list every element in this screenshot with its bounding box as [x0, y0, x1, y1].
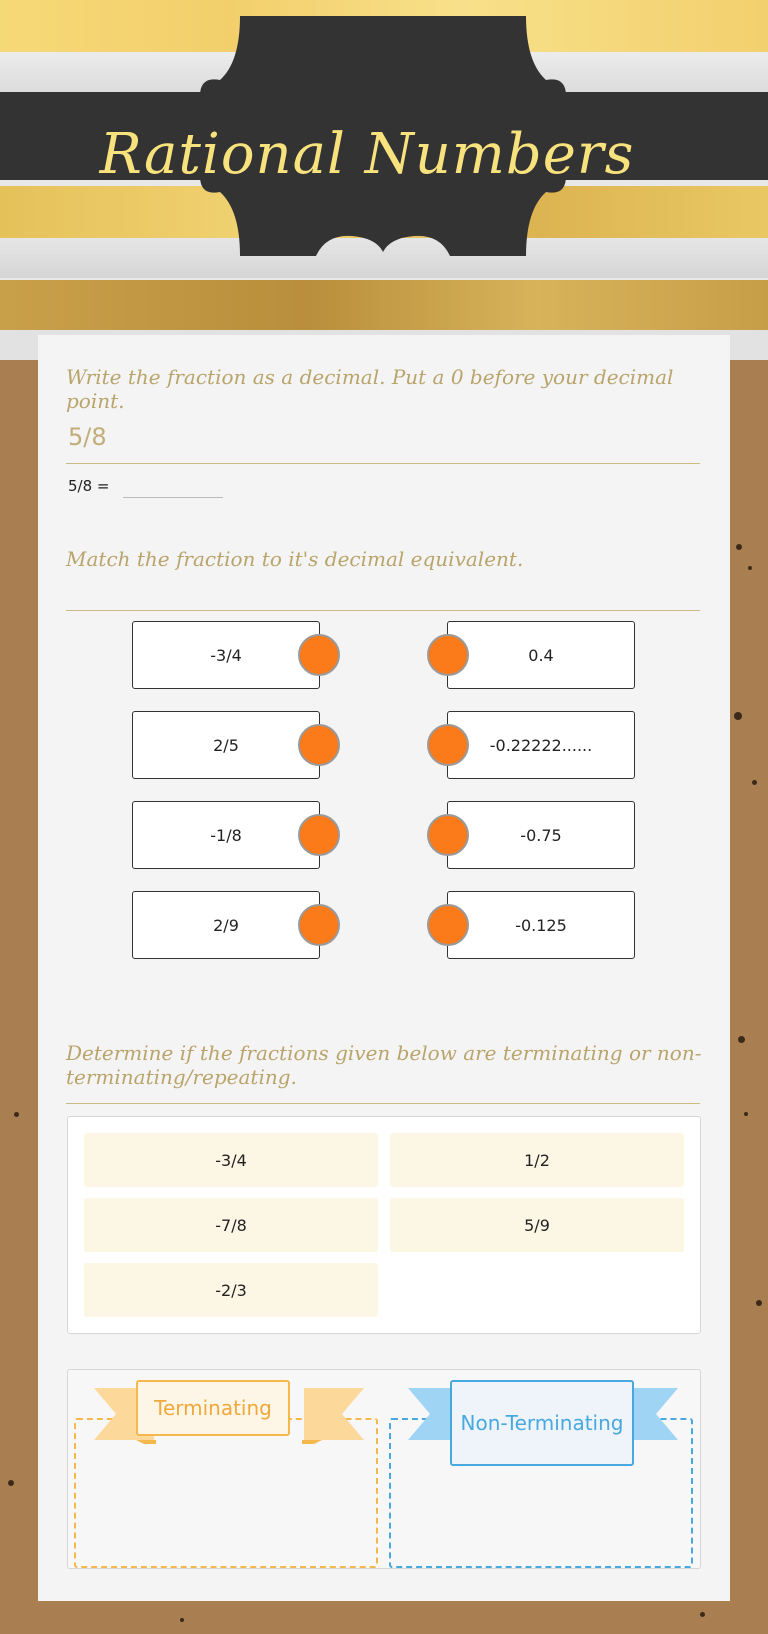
match-right-item[interactable] [447, 711, 635, 779]
q1-divider [66, 463, 700, 464]
classify-item[interactable]: -7/8 [84, 1198, 378, 1252]
match-left-item[interactable] [132, 711, 320, 779]
q1-prompt: 5/8 = [68, 477, 110, 495]
classify-item[interactable]: 5/9 [390, 1198, 684, 1252]
classify-item[interactable]: -3/4 [84, 1133, 378, 1187]
match-connector-dot[interactable] [427, 814, 469, 856]
classify-item[interactable]: -2/3 [84, 1263, 378, 1317]
q3-instruction: Determine if the fractions given below are terminating or non-terminating/repeating. [66, 1041, 702, 1089]
match-connector-dot[interactable] [298, 724, 340, 766]
q1-answer-input[interactable] [123, 497, 223, 498]
match-right-item[interactable] [447, 801, 635, 869]
match-right-label: -0.22222...... [489, 735, 593, 755]
match-right-label: -0.125 [515, 915, 567, 935]
classify-item[interactable]: 1/2 [390, 1133, 684, 1187]
terminating-label: Terminating [136, 1380, 290, 1436]
match-left-label: 2/9 [213, 915, 239, 935]
non-terminating-label: Non-Terminating [450, 1380, 634, 1466]
match-connector-dot[interactable] [427, 904, 469, 946]
match-connector-dot[interactable] [298, 634, 340, 676]
q2-instruction: Match the fraction to it's decimal equivalent. [66, 547, 524, 571]
match-right-item[interactable] [447, 621, 635, 689]
classify-buckets-panel [67, 1369, 701, 1569]
q1-fraction: 5/8 [68, 423, 107, 451]
header-banner [0, 0, 768, 360]
match-connector-dot[interactable] [427, 724, 469, 766]
match-left-label: 2/5 [213, 735, 239, 755]
match-left-label: -1/8 [210, 825, 242, 845]
q3-divider [66, 1103, 700, 1104]
worksheet [38, 335, 730, 1601]
match-connector-dot[interactable] [298, 904, 340, 946]
classify-items-panel [67, 1116, 701, 1334]
match-left-item[interactable] [132, 801, 320, 869]
match-connector-dot[interactable] [298, 814, 340, 856]
match-connector-dot[interactable] [427, 634, 469, 676]
gold-stripe [0, 280, 768, 330]
match-left-label: -3/4 [210, 645, 242, 665]
q1-instruction: Write the fraction as a decimal. Put a 0 before your decimal point. [66, 365, 674, 413]
q2-divider [66, 610, 700, 611]
match-right-item[interactable] [447, 891, 635, 959]
match-right-label: 0.4 [528, 645, 554, 665]
match-left-item[interactable] [132, 621, 320, 689]
match-left-item[interactable] [132, 891, 320, 959]
match-right-label: -0.75 [520, 825, 562, 845]
page-title: Rational Numbers [99, 122, 635, 187]
